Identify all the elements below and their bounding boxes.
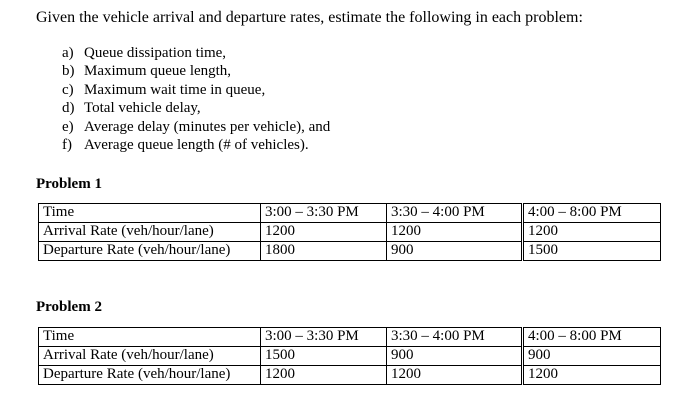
- table-cell: Time: [39, 204, 261, 223]
- list-item-text: Average queue length (# of vehicles).: [84, 137, 309, 154]
- table-cell: 1200: [261, 366, 387, 385]
- table-cell: 4:00 – 8:00 PM: [523, 204, 661, 223]
- list-item-label: e): [62, 118, 74, 135]
- table-row: [39, 204, 661, 223]
- problem-2-heading: Problem 2: [36, 299, 102, 315]
- problem-2-table: [38, 327, 661, 385]
- table-cell: 1800: [261, 242, 387, 261]
- list-item-text: Total vehicle delay,: [84, 100, 201, 117]
- table-cell: 4:00 – 8:00 PM: [523, 328, 661, 347]
- table-cell: 1500: [523, 242, 661, 261]
- list-item-label: f): [62, 137, 72, 154]
- list-item: [62, 44, 330, 62]
- table-cell: Arrival Rate (veh/hour/lane): [39, 347, 261, 366]
- list-item-text: Maximum queue length,: [84, 63, 232, 80]
- list-item-label: c): [62, 81, 74, 98]
- table-cell: 3:30 – 4:00 PM: [387, 328, 523, 347]
- problem-1-heading: Problem 1: [36, 176, 102, 192]
- table-cell: Arrival Rate (veh/hour/lane): [39, 223, 261, 242]
- list-item: [62, 118, 330, 136]
- table-cell: 900: [387, 347, 523, 366]
- table-cell: 3:30 – 4:00 PM: [387, 204, 523, 223]
- list-item: [62, 136, 330, 154]
- table-row: [39, 328, 661, 347]
- table-row: [39, 366, 661, 385]
- table-cell: 1200: [261, 223, 387, 242]
- list-item-text: Maximum wait time in queue,: [84, 81, 266, 98]
- task-list: [62, 44, 330, 154]
- list-item-label: d): [62, 100, 75, 117]
- table-cell: 1500: [261, 347, 387, 366]
- table-cell: 900: [523, 347, 661, 366]
- table-row: [39, 223, 661, 242]
- list-item: [62, 81, 330, 99]
- table-cell: Time: [39, 328, 261, 347]
- intro-text: Given the vehicle arrival and departure rates, estimate the following in each problem:: [36, 9, 583, 26]
- table-cell: 1200: [387, 366, 523, 385]
- table-cell: 3:00 – 3:30 PM: [261, 328, 387, 347]
- table-cell: 900: [387, 242, 523, 261]
- table-cell: 1200: [387, 223, 523, 242]
- table-cell: 3:00 – 3:30 PM: [261, 204, 387, 223]
- table-cell: Departure Rate (veh/hour/lane): [39, 242, 261, 261]
- list-item-label: a): [62, 45, 74, 61]
- table-cell: 1200: [523, 223, 661, 242]
- list-item-text: Queue dissipation time,: [84, 45, 227, 61]
- problem-1-table: [38, 203, 661, 261]
- list-item: [62, 62, 330, 80]
- list-item: [62, 99, 330, 117]
- table-row: [39, 242, 661, 261]
- table-row: [39, 347, 661, 366]
- table-cell: 1200: [523, 366, 661, 385]
- list-item-text: Average delay (minutes per vehicle), and: [84, 118, 331, 135]
- table-cell: Departure Rate (veh/hour/lane): [39, 366, 261, 385]
- list-item-label: b): [62, 63, 75, 80]
